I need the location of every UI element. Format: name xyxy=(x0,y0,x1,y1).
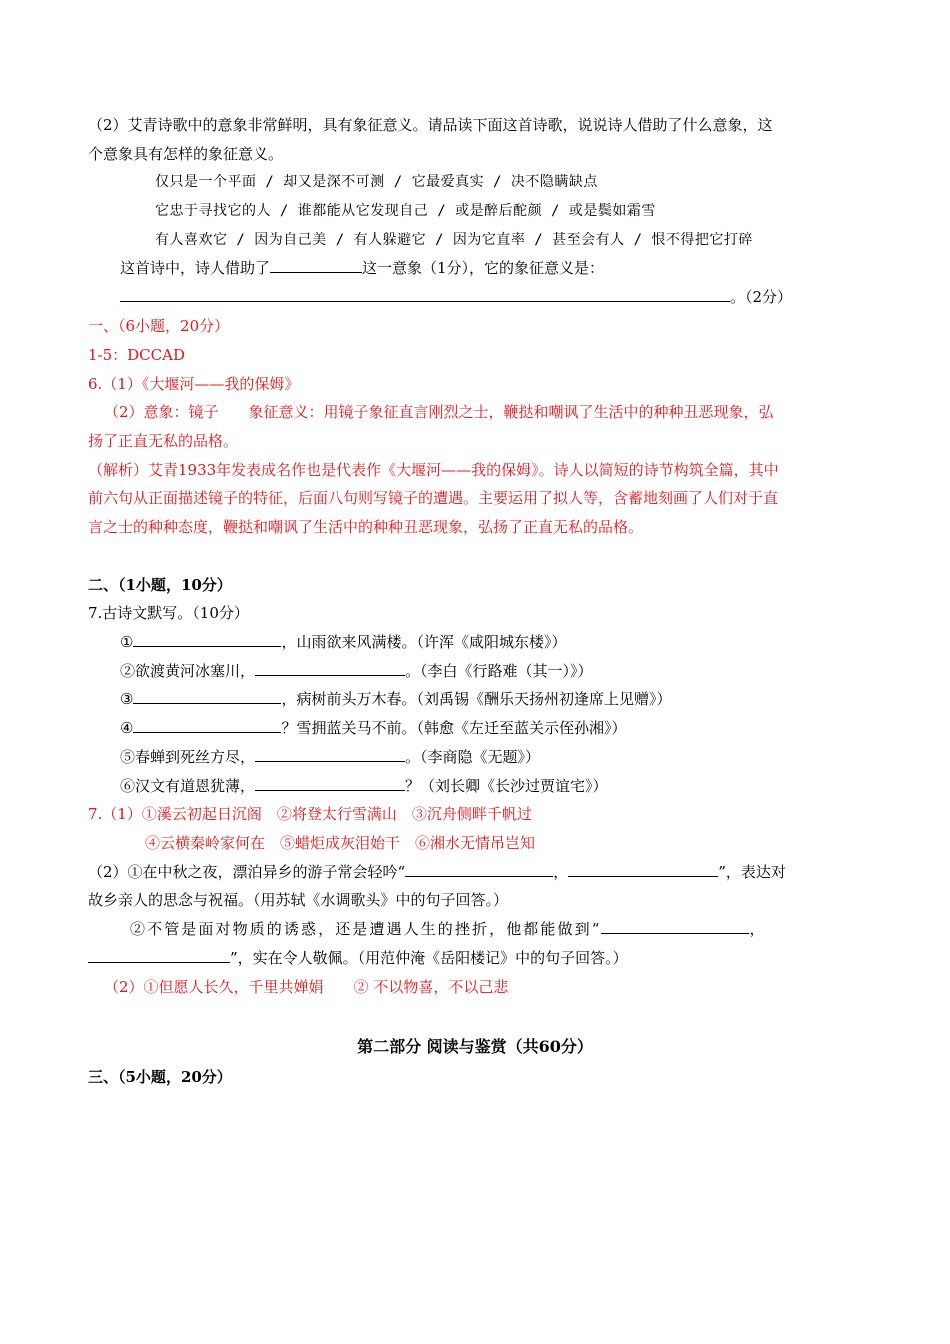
fill-text-b: 这一意象（1分），它的象征意义是： xyxy=(362,259,605,277)
answers1-mc: 1-5：DCCAD xyxy=(88,346,185,364)
answer6-2-line2: 扬了正直无私的品格。 xyxy=(88,432,239,450)
q7-item4 xyxy=(120,718,626,738)
q7-2-line1-b: ， xyxy=(553,863,569,881)
part2-title: 第二部分 阅读与鉴赏（共60分） xyxy=(357,1037,593,1056)
item2-post: 。（李白《行路难（其一）》） xyxy=(405,662,593,680)
q7-2-line3-a: ②不管是面对物质的诱惑，还是遭遇人生的挫折，他都能做到“ xyxy=(130,920,602,938)
section2-header: 二、（1小题，10分） xyxy=(88,576,232,594)
item3-post: ，病树前头万木春。（刘禹锡《酬乐天扬州初逢席上见赠》） xyxy=(281,690,672,708)
item6-post: ？（刘长卿《长沙过贾谊宅》） xyxy=(405,777,608,795)
item5-post: 。（李商隐《无题》） xyxy=(405,748,541,766)
item4-blank[interactable] xyxy=(133,718,281,733)
item1-pre: ① xyxy=(120,633,134,651)
answer6-2-line1: （2）意象：镜子 象征意义：用镜子象征直言刚烈之士，鞭挞和嘲讽了生活中的种种丑恶现象，弘 xyxy=(104,403,774,421)
q7-2-line1-a: （2）①在中秋之夜，漂泊异乡的游子常会轻吟“ xyxy=(88,863,406,881)
q7-2-line4 xyxy=(88,948,628,968)
answer7-1-line1: 7.（1）①溪云初起日沉阁 ②将登太行雪满山 ③沉舟侧畔千帆过 xyxy=(88,805,532,823)
poem-line1: 仅只是一个平面 / 却又是深不可测 / 它最爱真实 / 决不隐瞒缺点 xyxy=(155,174,598,190)
item5-pre: ⑤春蝉到死丝方尽， xyxy=(120,748,256,766)
answer7-1-line2: ④云横秦岭家何在 ⑤蜡炬成灰泪始干 ⑥湘水无情吊岂知 xyxy=(145,834,536,852)
item4-post: ？雪拥蓝关马不前。（韩愈《左迁至蓝关示侄孙湘》） xyxy=(281,719,627,737)
answers1-header: 一、（6小题，20分） xyxy=(88,317,230,335)
answer6-1: 6.（1）《大堰河——我的保姆》 xyxy=(88,375,300,393)
item2-blank[interactable] xyxy=(255,661,405,676)
item3-blank[interactable] xyxy=(133,689,281,704)
q7-item6 xyxy=(120,776,608,796)
q6-prompt-line2: 个意象具有怎样的象征意义。 xyxy=(88,145,284,163)
fill-text-a: 这首诗中，诗人借助了 xyxy=(120,259,271,277)
item2-pre: ②欲渡黄河冰塞川， xyxy=(120,662,256,680)
q7-2-line3-b: ， xyxy=(749,920,767,938)
q7-2-blank3[interactable] xyxy=(601,919,749,934)
q6-fill-line xyxy=(120,258,604,278)
item6-pre: ⑥汉文有道恩犹薄， xyxy=(120,777,256,795)
item4-pre: ④ xyxy=(120,719,134,737)
q7-2-blank2[interactable] xyxy=(568,862,718,877)
q7-2-line3 xyxy=(130,919,767,939)
section3-header: 三、（5小题，20分） xyxy=(88,1068,232,1086)
q7-2-blank4[interactable] xyxy=(88,948,230,963)
item5-blank[interactable] xyxy=(255,747,405,762)
q6-meaning-line xyxy=(120,287,792,307)
q7-2-line1 xyxy=(88,862,786,882)
q7-2-line4-b: ”，实在令人敬佩。（用范仲淹《岳阳楼记》中的句子回答。） xyxy=(230,949,628,967)
answer7-2: （2）①但愿人长久，千里共婵娟 ② 不以物喜，不以己悲 xyxy=(104,978,509,996)
item1-blank[interactable] xyxy=(133,632,281,647)
item6-blank[interactable] xyxy=(255,776,405,791)
item3-pre: ③ xyxy=(120,690,134,708)
analysis-line3: 言之士的种种态度，鞭挞和嘲讽了生活中的种种丑恶现象，弘扬了正直无私的品格。 xyxy=(88,518,644,536)
q7-item5 xyxy=(120,747,540,767)
q7-title: 7.古诗文默写。（10分） xyxy=(88,604,249,622)
q7-item1 xyxy=(120,632,566,652)
poem-line3: 有人喜欢它 / 因为自己美 / 有人躲避它 / 因为它直率 / 甚至会有人 / 恨不得把它打碎 xyxy=(155,232,753,248)
poem-line2: 它忠于寻找它的人 / 谁都能从它发现自己 / 或是醉后酡颜 / 或是鬓如霜雪 xyxy=(155,203,656,219)
meaning-blank[interactable] xyxy=(120,287,730,302)
item1-post: ，山雨欲来风满楼。（许浑《咸阳城东楼》） xyxy=(281,633,567,651)
image-blank[interactable] xyxy=(270,258,362,273)
q7-2-line1-c: ”，表达对 xyxy=(718,863,786,881)
q7-item3 xyxy=(120,689,671,709)
q7-2-blank1[interactable] xyxy=(405,862,553,877)
fill-end: 。（2分） xyxy=(730,288,793,306)
analysis-line1: （解析）艾青1933年发表成名作也是代表作《大堰河——我的保姆》。诗人以简短的诗节构筑全篇，其中 xyxy=(88,461,779,479)
analysis-line2: 前六句从正面描述镜子的特征，后面八句则写镜子的遭遇。主要运用了拟人等，含蓄地刻画了人们对于直 xyxy=(88,489,779,507)
q7-item2 xyxy=(120,661,593,681)
q7-2-line2: 故乡亲人的思念与祝福。（用苏轼《水调歌头》中的句子回答。） xyxy=(88,891,509,909)
q6-prompt-line1: （2）艾青诗歌中的意象非常鲜明，具有象征意义。请品读下面这首诗歌，说说诗人借助了什么意象，这 xyxy=(88,116,773,134)
